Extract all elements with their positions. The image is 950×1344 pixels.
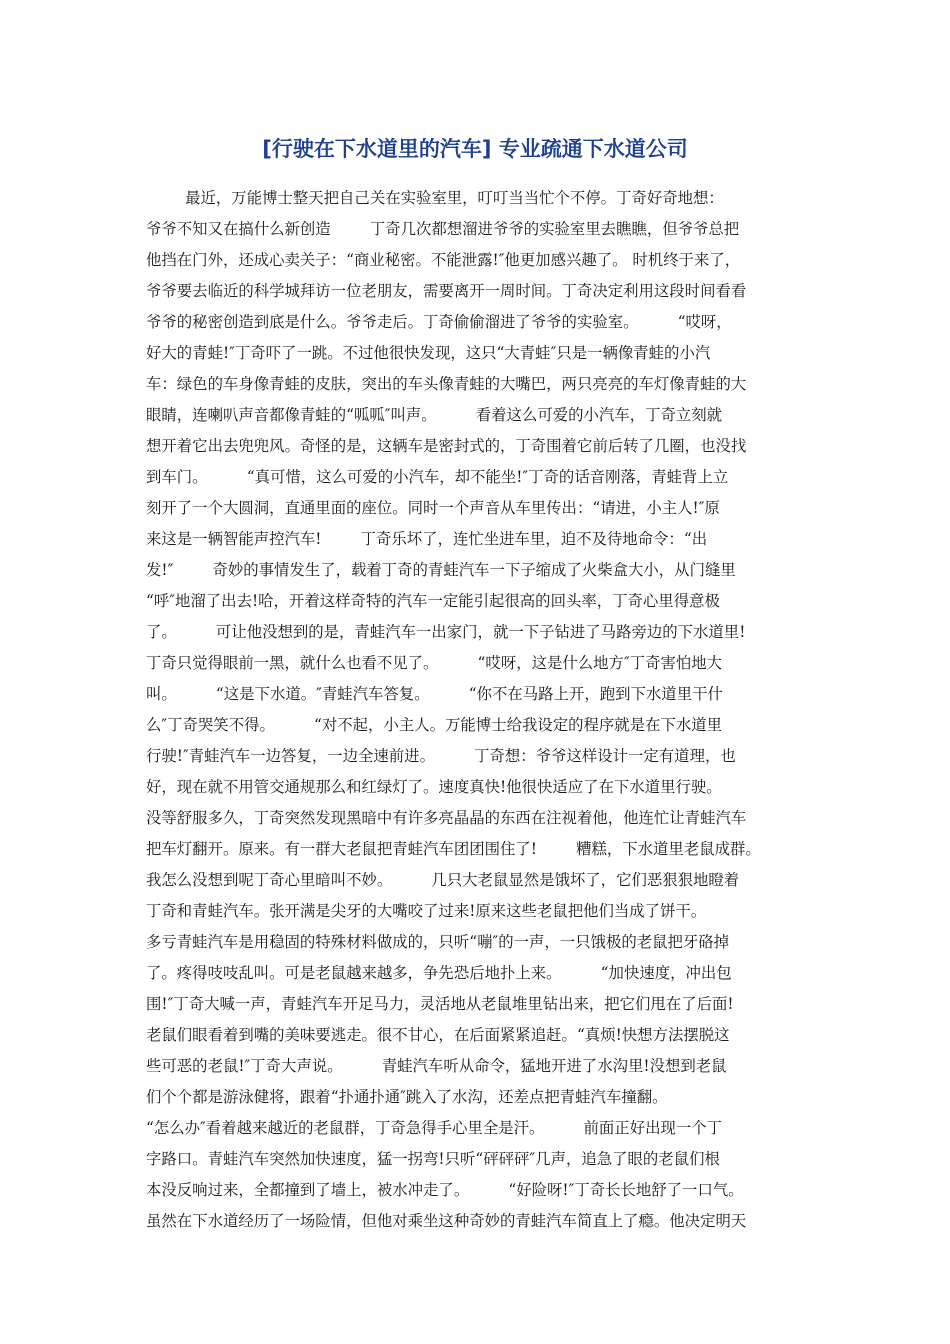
text-line: 最近，万能博士整天把自己关在实验室里，叮叮当当忙个不停。丁奇好奇地想： bbox=[146, 189, 724, 207]
text-line: 爷爷的秘密创造到底是什么。爷爷走后。丁奇偷偷溜进了爷爷的实验室。 “哎呀， bbox=[146, 313, 732, 331]
text-line: 多亏青蛙汽车是用稳固的特殊材料做成的，只听“嘣″的一声，一只饿极的老鼠把牙硌掉 bbox=[146, 933, 730, 951]
text-line: 虽然在下水道经历了一场险情，但他对乘坐这种奇妙的青蛙汽车简直上了瘾。他决定明天 bbox=[146, 1212, 747, 1230]
text-line: 爷爷不知又在搞什么新创造 丁奇几次都想溜进爷爷的实验室里去瞧瞧，但爷爷总把 bbox=[146, 220, 740, 238]
text-line: 把车灯翻开。原来。有一群大老鼠把青蛙汽车团团围住了! 糟糕，下水道里老鼠成群。 bbox=[146, 840, 761, 858]
text-line: 围!″丁奇大喊一声，青蛙汽车开足马力，灵活地从老鼠堆里钻出来，把它们甩在了后面! bbox=[146, 995, 734, 1013]
text-line: 到车门。 “真可惜，这么可爱的小汽车，却不能坐!″丁奇的话音刚落，青蛙背上立 bbox=[146, 468, 729, 486]
text-line: 行驶!″青蛙汽车一边答复，一边全速前进。 丁奇想：爷爷这样设计一定有道理，也 bbox=[146, 747, 736, 765]
text-line: 叫。 “这是下水道。″青蛙汽车答复。 “你不在马路上开，跑到下水道里干什 bbox=[146, 685, 723, 703]
text-line: 刻开了一个大圆洞，直通里面的座位。同时一个声音从车里传出：“请进，小主人!″原 bbox=[146, 499, 720, 517]
text-line: 好，现在就不用管交通规那么和红绿灯了。速度真快!他很快适应了在下水道里行驶。 bbox=[146, 778, 722, 796]
text-line: 丁奇和青蛙汽车。张开满是尖牙的大嘴咬了过来!原来这些老鼠把他们当成了饼干。 bbox=[146, 902, 707, 920]
text-line: 老鼠们眼看着到嘴的美味要逃走。很不甘心，在后面紧紧追赶。“真烦!快想方法摆脱这 bbox=[146, 1026, 730, 1044]
text-line: 本没反响过来，全都撞到了墙上，被水冲走了。 “好险呀!″丁奇长长地舒了一口气。 bbox=[146, 1181, 744, 1199]
text-line: 爷爷要去临近的科学城拜访一位老朋友，需要离开一周时间。丁奇决定利用这段时间看看 bbox=[146, 282, 747, 300]
text-line: “怎么办″看着越来越近的老鼠群，丁奇急得手心里全是汗。 前面正好出现一个丁 bbox=[146, 1119, 723, 1137]
text-line: 了。疼得吱吱乱叫。可是老鼠越来越多，争先恐后地扑上来。 “加快速度，冲出包 bbox=[146, 964, 732, 982]
text-line: 眼睛，连喇叭声音都像青蛙的“呱呱″叫声。 看着这么可爱的小汽车，丁奇立刻就 bbox=[146, 406, 723, 424]
text-line: 丁奇只觉得眼前一黑，就什么也看不见了。 “哎呀，这是什么地方″丁奇害怕地大 bbox=[146, 654, 723, 672]
text-line: 车：绿色的车身像青蛙的皮肤，突出的车头像青蛙的大嘴巴，两只亮亮的车灯像青蛙的大 bbox=[146, 375, 747, 393]
text-line: 来这是一辆智能声控汽车! 丁奇乐坏了，连忙坐进车里，迫不及待地命令：“出 bbox=[146, 530, 708, 548]
document-title: [行驶在下水道里的汽车] 专业疏通下水道公司 bbox=[262, 137, 688, 161]
text-line: 我怎么没想到呢丁奇心里暗叫不妙。 几只大老鼠显然是饿坏了，它们恶狠狠地瞪着 bbox=[146, 871, 740, 889]
document-body bbox=[146, 183, 818, 1237]
text-line: “呼″地溜了出去!哈，开着这样奇特的汽车一定能引起很高的回头率，丁奇心里得意极 bbox=[146, 592, 720, 610]
text-line: 想开着它出去兜兜风。奇怪的是，这辆车是密封式的，丁奇围着它前后转了几圈，也没找 bbox=[146, 437, 747, 455]
text-line: 们个个都是游泳健将，跟着“扑通扑通″跳入了水沟，还差点把青蛙汽车撞翻。 bbox=[146, 1088, 668, 1106]
text-line: 么″丁奇哭笑不得。 “对不起，小主人。万能博士给我设定的程序就是在下水道里 bbox=[146, 716, 723, 734]
text-line: 了。 可让他没想到的是，青蛙汽车一出家门，就一下子钻进了马路旁边的下水道里! bbox=[146, 623, 746, 641]
text-line: 好大的青蛙!″丁奇吓了一跳。不过他很快发现，这只“大青蛙″只是一辆像青蛙的小汽 bbox=[146, 344, 711, 362]
text-line: 字路口。青蛙汽车突然加快速度，猛一拐弯!只听“砰砰砰″几声，追急了眼的老鼠们根 bbox=[146, 1150, 720, 1168]
text-line: 他挡在门外，还成心卖关子：“商业秘密。不能泄露!″他更加感兴趣了。 时机终于来了， bbox=[146, 251, 741, 269]
text-line: 没等舒服多久，丁奇突然发现黑暗中有许多亮晶晶的东西在注视着他，他连忙让青蛙汽车 bbox=[146, 809, 747, 827]
text-line: 发!″ 奇妙的事情发生了，载着丁奇的青蛙汽车一下子缩成了火柴盒大小，从门缝里 bbox=[146, 561, 736, 579]
text-line: 些可恶的老鼠!″丁奇大声说。 青蛙汽车听从命令，猛地开进了水沟里!没想到老鼠 bbox=[146, 1057, 727, 1075]
